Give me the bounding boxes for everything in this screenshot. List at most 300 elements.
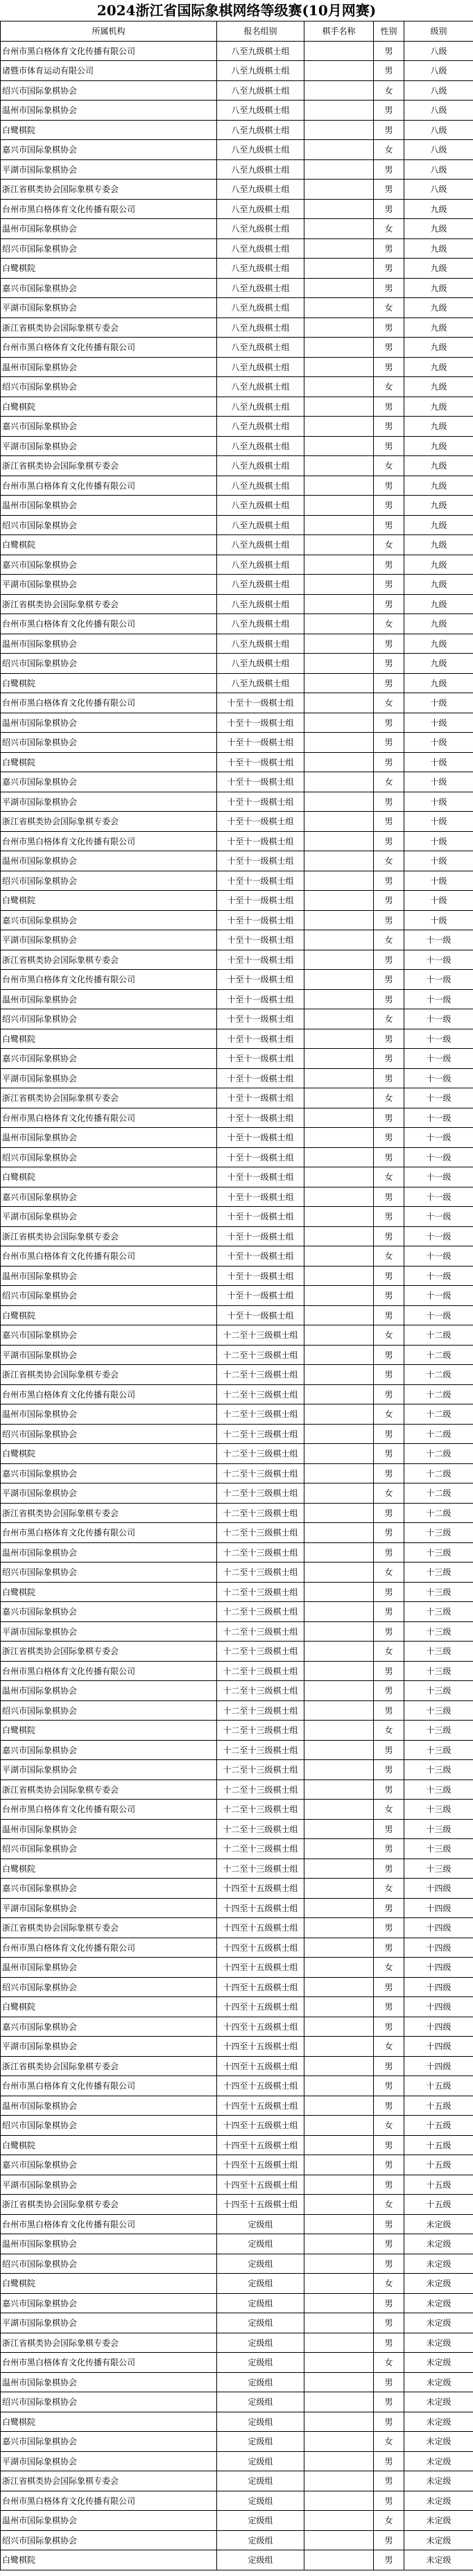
cell-level: 未定级 [404,2491,473,2511]
cell-name [304,2254,374,2274]
cell-name [304,338,374,358]
cell-sex: 男 [374,812,404,832]
cell-level: 九级 [404,634,473,654]
cell-level: 九级 [404,496,473,516]
cell-level: 未定级 [404,2372,473,2392]
cell-sex: 男 [374,1029,404,1049]
cell-sex: 男 [374,1542,404,1563]
table-row [1,515,473,535]
cell-group: 十二至十三级棋士组 [217,1721,304,1741]
cell-sex: 男 [374,1049,404,1069]
cell-group: 十至十一级棋士组 [217,1068,304,1088]
cell-name [304,1958,374,1978]
cell-org: 浙江省棋类协会国际象棋专委会 [1,1503,217,1523]
cell-sex: 女 [374,1325,404,1346]
cell-org: 绍兴市国际象棋协会 [1,654,217,674]
cell-group: 十四至十五级棋士组 [217,1997,304,2017]
cell-name [304,792,374,812]
cell-sex: 男 [374,2155,404,2175]
table-row [1,1523,473,1543]
cell-name [304,2550,374,2570]
cell-group: 十至十一级棋士组 [217,1187,304,1207]
table-row [1,1305,473,1325]
cell-org: 绍兴市国际象棋协会 [1,1424,217,1444]
table-row [1,238,473,259]
cell-org: 白鹭棋院 [1,259,217,279]
cell-level: 十五级 [404,2175,473,2195]
page-title: 2024浙江省国际象棋网络等级赛(10月网赛) [96,2,377,19]
cell-sex: 女 [374,80,404,101]
cell-name [304,2333,374,2353]
cell-sex: 女 [374,2353,404,2373]
cell-name [304,120,374,140]
cell-org: 温州市国际象棋协会 [1,989,217,1009]
cell-level: 十级 [404,752,473,772]
cell-group: 定级组 [217,2372,304,2392]
cell-level: 八级 [404,61,473,81]
cell-level: 十二级 [404,1463,473,1483]
cell-org: 台州市黑白格体育文化传播有限公司 [1,1108,217,1128]
cell-org: 浙江省棋类协会国际象棋专委会 [1,950,217,970]
cell-name [304,2530,374,2550]
cell-sex: 女 [374,377,404,397]
cell-org: 平湖市国际象棋协会 [1,159,217,180]
cell-org: 浙江省棋类协会国际象棋专委会 [1,456,217,476]
cell-level: 十级 [404,831,473,851]
table-row [1,259,473,279]
cell-org: 平湖市国际象棋协会 [1,1898,217,1918]
cell-group: 八至九级棋士组 [217,357,304,377]
cell-name [304,259,374,279]
cell-level: 未定级 [404,2550,473,2570]
cell-org: 浙江省棋类协会国际象棋专委会 [1,1365,217,1385]
cell-level: 十一级 [404,1088,473,1108]
cell-org: 台州市黑白格体育文化传播有限公司 [1,970,217,990]
cell-group: 八至九级棋士组 [217,259,304,279]
cell-level: 十一级 [404,1226,473,1246]
cell-name [304,2017,374,2037]
cell-name [304,1621,374,1642]
cell-name [304,1582,374,1602]
table-row [1,1207,473,1227]
table-row [1,1128,473,1148]
cell-group: 定级组 [217,2313,304,2333]
cell-sex: 男 [374,1384,404,1404]
cell-group: 十四至十五级棋士组 [217,2195,304,2215]
cell-group: 定级组 [217,2432,304,2452]
cell-sex: 女 [374,614,404,634]
table-row [1,397,473,417]
cell-level: 十二级 [404,1345,473,1365]
table-row [1,851,473,871]
cell-group: 十至十一级棋士组 [217,831,304,851]
cell-group: 十二至十三级棋士组 [217,1582,304,1602]
cell-org: 绍兴市国际象棋协会 [1,1147,217,1167]
table-row [1,654,473,674]
cell-org: 温州市国际象棋协会 [1,1128,217,1148]
cell-level: 未定级 [404,2432,473,2452]
cell-sex: 男 [374,2550,404,2570]
cell-name [304,2037,374,2057]
cell-sex: 男 [374,2234,404,2254]
cell-name [304,1938,374,1958]
cell-name [304,2313,374,2333]
cell-name [304,2412,374,2432]
cell-sex: 男 [374,1187,404,1207]
cell-name [304,555,374,575]
cell-sex: 女 [374,1404,404,1425]
cell-org: 平湖市国际象棋协会 [1,298,217,318]
cell-group: 十至十一级棋士组 [217,733,304,753]
cell-org: 浙江省棋类协会国际象棋专委会 [1,180,217,200]
cell-sex: 女 [374,1879,404,1899]
table-row [1,338,473,358]
cell-sex: 男 [374,733,404,753]
cell-org: 温州市国际象棋协会 [1,219,217,239]
cell-level: 未定级 [404,2274,473,2294]
cell-org: 温州市国际象棋协会 [1,1266,217,1286]
cell-level: 十二级 [404,1384,473,1404]
cell-org: 温州市国际象棋协会 [1,2511,217,2531]
cell-level: 十五级 [404,2135,473,2155]
cell-name [304,1286,374,1306]
cell-name [304,199,374,219]
cell-level: 十四级 [404,2017,473,2037]
cell-level: 十四级 [404,2056,473,2076]
cell-group: 八至九级棋士组 [217,476,304,496]
cell-name [304,1345,374,1365]
table-row [1,891,473,911]
cell-org: 浙江省棋类协会国际象棋专委会 [1,2333,217,2353]
cell-name [304,1108,374,1128]
cell-org: 白鹭棋院 [1,1997,217,2017]
cell-sex: 女 [374,1958,404,1978]
table-row [1,1977,473,1997]
cell-sex: 男 [374,1740,404,1760]
cell-level: 十四级 [404,1918,473,1938]
cell-group: 八至九级棋士组 [217,555,304,575]
cell-sex: 男 [374,496,404,516]
table-row [1,792,473,812]
cell-sex: 男 [374,1108,404,1128]
cell-org: 台州市黑白格体育文化传播有限公司 [1,831,217,851]
cell-name [304,101,374,121]
cell-sex: 男 [374,1444,404,1464]
cell-group: 十至十一级棋士组 [217,1167,304,1187]
table-row [1,950,473,970]
table-row [1,2017,473,2037]
cell-sex: 男 [374,1207,404,1227]
cell-name [304,219,374,239]
cell-sex: 男 [374,1582,404,1602]
cell-sex: 男 [374,555,404,575]
cell-name [304,535,374,555]
table-row [1,1621,473,1642]
cell-org: 白鹭棋院 [1,2135,217,2155]
table-row [1,1602,473,1622]
cell-org: 绍兴市国际象棋协会 [1,733,217,753]
cell-group: 十至十一级棋士组 [217,713,304,733]
table-row [1,752,473,772]
cell-level: 未定级 [404,2234,473,2254]
cell-sex: 男 [374,2471,404,2491]
cell-sex: 男 [374,199,404,219]
cell-name [304,2056,374,2076]
cell-sex: 男 [374,2096,404,2116]
cell-name [304,752,374,772]
cell-name [304,1740,374,1760]
cell-name [304,2096,374,2116]
cell-level: 十一级 [404,1049,473,1069]
cell-name [304,1563,374,1583]
cell-group: 八至九级棋士组 [217,496,304,516]
cell-group: 八至九级棋士组 [217,298,304,318]
cell-group: 定级组 [217,2333,304,2353]
cell-level: 十一级 [404,930,473,950]
cell-org: 温州市国际象棋协会 [1,496,217,516]
cell-group: 十至十一级棋士组 [217,693,304,713]
table-row [1,159,473,180]
cell-level: 未定级 [404,2353,473,2373]
cell-name [304,1463,374,1483]
cell-level: 十三级 [404,1602,473,1622]
cell-org: 台州市黑白格体育文化传播有限公司 [1,2491,217,2511]
table-row [1,417,473,437]
cell-name [304,1147,374,1167]
table-row [1,1444,473,1464]
cell-org: 绍兴市国际象棋协会 [1,1977,217,1997]
cell-group: 十至十一级棋士组 [217,1207,304,1227]
table-row [1,2155,473,2175]
cell-level: 十级 [404,693,473,713]
cell-level: 未定级 [404,2254,473,2274]
cell-group: 十二至十三级棋士组 [217,1424,304,1444]
cell-org: 绍兴市国际象棋协会 [1,1700,217,1721]
table-row [1,278,473,298]
cell-name [304,1542,374,1563]
results-table [0,21,473,2570]
cell-level: 十五级 [404,2195,473,2215]
cell-group: 十至十一级棋士组 [217,1049,304,1069]
column-header-group: 报名组别 [217,21,304,42]
cell-org: 台州市黑白格体育文化传播有限公司 [1,1384,217,1404]
cell-name [304,417,374,437]
table-row [1,2274,473,2294]
table-row [1,180,473,200]
table-row [1,1345,473,1365]
cell-level: 未定级 [404,2451,473,2471]
cell-group: 八至九级棋士组 [217,80,304,101]
cell-sex: 男 [374,2530,404,2550]
cell-group: 定级组 [217,2293,304,2313]
cell-name [304,2234,374,2254]
cell-org: 温州市国际象棋协会 [1,2234,217,2254]
cell-group: 八至九级棋士组 [217,199,304,219]
cell-sex: 男 [374,338,404,358]
table-row [1,1859,473,1879]
cell-level: 十一级 [404,1029,473,1049]
cell-org: 台州市黑白格体育文化传播有限公司 [1,338,217,358]
cell-level: 八级 [404,120,473,140]
cell-level: 十一级 [404,1128,473,1148]
table-row [1,1879,473,1899]
cell-name [304,1503,374,1523]
cell-org: 嘉兴市国际象棋协会 [1,772,217,792]
cell-group: 十至十一级棋士组 [217,871,304,891]
cell-sex: 男 [374,1147,404,1167]
table-row [1,2116,473,2136]
cell-name [304,1128,374,1148]
column-header-level: 级别 [404,21,473,42]
cell-name [304,989,374,1009]
table-row [1,1819,473,1839]
cell-org: 白鹭棋院 [1,1029,217,1049]
cell-sex: 男 [374,2293,404,2313]
cell-org: 平湖市国际象棋协会 [1,1760,217,1780]
cell-name [304,1859,374,1879]
cell-level: 十五级 [404,2155,473,2175]
cell-level: 十三级 [404,1681,473,1701]
cell-group: 十二至十三级棋士组 [217,1740,304,1760]
cell-sex: 男 [374,278,404,298]
cell-sex: 男 [374,2214,404,2234]
cell-name [304,812,374,832]
cell-name [304,397,374,417]
cell-sex: 女 [374,693,404,713]
cell-level: 未定级 [404,2392,473,2412]
table-row [1,831,473,851]
cell-name [304,1839,374,1859]
cell-level: 十一级 [404,1286,473,1306]
table-row [1,1918,473,1938]
cell-name [304,673,374,693]
cell-org: 嘉兴市国际象棋协会 [1,2155,217,2175]
table-row [1,2491,473,2511]
table-row [1,2293,473,2313]
cell-group: 十二至十三级棋士组 [217,1839,304,1859]
table-row [1,1779,473,1800]
cell-group: 八至九级棋士组 [217,594,304,614]
cell-sex: 男 [374,1839,404,1859]
cell-level: 十四级 [404,1958,473,1978]
cell-sex: 男 [374,1898,404,1918]
cell-sex: 男 [374,2412,404,2432]
cell-sex: 男 [374,436,404,456]
cell-org: 白鹭棋院 [1,752,217,772]
cell-org: 台州市黑白格体育文化传播有限公司 [1,1800,217,1820]
cell-org: 嘉兴市国际象棋协会 [1,1049,217,1069]
cell-org: 白鹭棋院 [1,120,217,140]
cell-name [304,1523,374,1543]
table-row [1,1582,473,1602]
cell-sex: 女 [374,2116,404,2136]
table-row [1,1325,473,1346]
cell-group: 定级组 [217,2550,304,2570]
cell-group: 八至九级棋士组 [217,317,304,338]
cell-name [304,1800,374,1820]
cell-name [304,1760,374,1780]
cell-group: 十四至十五级棋士组 [217,2096,304,2116]
cell-name [304,140,374,160]
cell-group: 八至九级棋士组 [217,61,304,81]
table-row [1,2451,473,2471]
table-row [1,1898,473,1918]
cell-org: 台州市黑白格体育文化传播有限公司 [1,693,217,713]
cell-group: 定级组 [217,2412,304,2432]
table-row [1,2333,473,2353]
cell-sex: 男 [374,891,404,911]
cell-sex: 男 [374,1997,404,2017]
table-row [1,298,473,318]
cell-sex: 男 [374,2491,404,2511]
cell-name [304,2372,374,2392]
cell-sex: 男 [374,2254,404,2274]
cell-level: 十一级 [404,1147,473,1167]
cell-org: 白鹭棋院 [1,1721,217,1741]
cell-org: 平湖市国际象棋协会 [1,1621,217,1642]
cell-group: 十二至十三级棋士组 [217,1602,304,1622]
cell-level: 九级 [404,317,473,338]
cell-level: 十二级 [404,1325,473,1346]
cell-org: 平湖市国际象棋协会 [1,575,217,595]
cell-name [304,831,374,851]
cell-level: 十级 [404,733,473,753]
cell-sex: 女 [374,851,404,871]
cell-org: 温州市国际象棋协会 [1,1404,217,1425]
cell-name [304,2155,374,2175]
cell-org: 浙江省棋类协会国际象棋专委会 [1,2471,217,2491]
cell-sex: 男 [374,120,404,140]
table-row [1,1681,473,1701]
cell-org: 白鹭棋院 [1,535,217,555]
table-row [1,1384,473,1404]
table-row [1,1286,473,1306]
table-row [1,594,473,614]
cell-sex: 女 [374,1642,404,1662]
cell-org: 浙江省棋类协会国际象棋专委会 [1,2056,217,2076]
cell-name [304,1642,374,1662]
cell-sex: 女 [374,1721,404,1741]
cell-org: 平湖市国际象棋协会 [1,930,217,950]
cell-org: 台州市黑白格体育文化传播有限公司 [1,1523,217,1543]
cell-group: 八至九级棋士组 [217,41,304,61]
cell-name [304,1167,374,1187]
table-row [1,575,473,595]
table-row [1,2135,473,2155]
cell-level: 十级 [404,910,473,930]
cell-sex: 男 [374,1345,404,1365]
table-row [1,377,473,397]
cell-level: 未定级 [404,2214,473,2234]
cell-name [304,1602,374,1622]
cell-name [304,456,374,476]
cell-group: 十至十一级棋士组 [217,930,304,950]
cell-level: 十四级 [404,2037,473,2057]
cell-level: 九级 [404,673,473,693]
cell-group: 定级组 [217,2451,304,2471]
cell-level: 未定级 [404,2333,473,2353]
cell-sex: 男 [374,2451,404,2471]
cell-sex: 女 [374,1563,404,1583]
table-row [1,1424,473,1444]
cell-name [304,2076,374,2096]
table-row [1,871,473,891]
cell-name [304,1088,374,1108]
cell-name [304,871,374,891]
table-row [1,693,473,713]
cell-sex: 男 [374,1463,404,1483]
cell-org: 白鹭棋院 [1,1582,217,1602]
